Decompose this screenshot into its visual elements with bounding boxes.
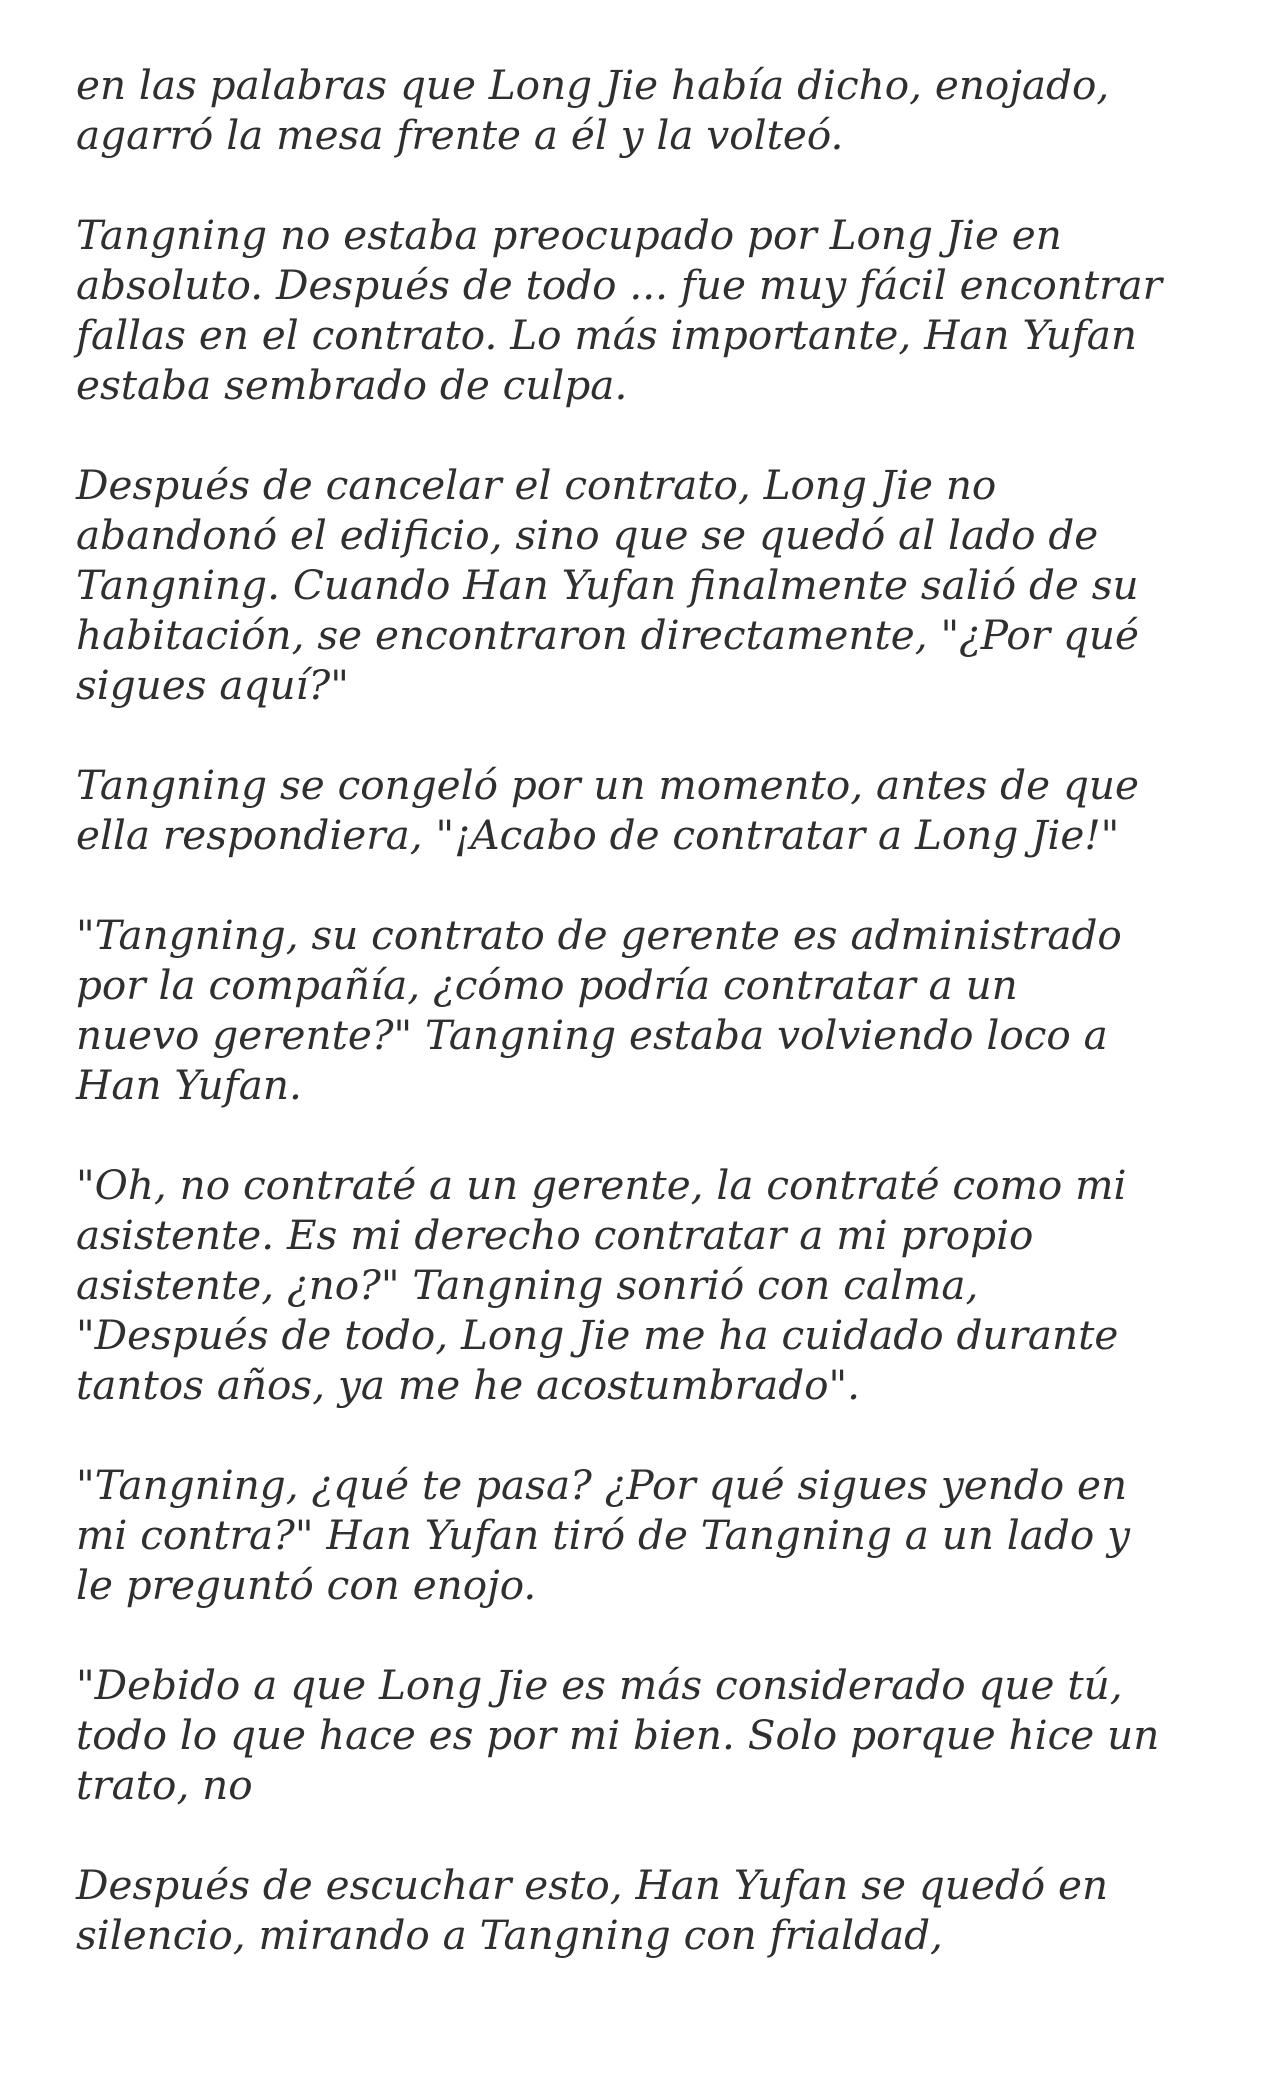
- text-line: Han Yufan.: [76, 1061, 302, 1109]
- text-line: por la compañía, ¿cómo podría contratar a un: [76, 961, 1018, 1009]
- text-line: nuevo gerente?" Tangning estaba volviendo loco a: [76, 1011, 1108, 1059]
- text-line: estaba sembrado de culpa.: [76, 361, 628, 409]
- text-line: asistente. Es mi derecho contratar a mi propio: [76, 1211, 1034, 1259]
- text-line: "Después de todo, Long Jie me ha cuidado durante: [76, 1311, 1119, 1359]
- text-line: abandonó el edificio, sino que se quedó al lado de: [76, 511, 1099, 559]
- text-line: Después de cancelar el contrato, Long Jie no: [76, 461, 997, 509]
- paragraph: [76, 1860, 1226, 1960]
- text-line: "Oh, no contraté a un gerente, la contraté como mi: [76, 1161, 1127, 1209]
- text-line: todo lo que hace es por mi bien. Solo porque hice un: [76, 1711, 1160, 1759]
- text-line: mi contra?" Han Yufan tiró de Tangning a un lado y: [76, 1511, 1130, 1559]
- paragraph: [76, 460, 1226, 710]
- text-line: tantos años, ya me he acostumbrado".: [76, 1361, 861, 1409]
- paragraph: [76, 1460, 1226, 1610]
- document-page: [76, 60, 1226, 2010]
- text-line: Tangning. Cuando Han Yufan finalmente salió de su: [76, 561, 1139, 609]
- text-line: "Debido a que Long Jie es más considerado que tú,: [76, 1661, 1123, 1709]
- paragraph: [76, 1160, 1226, 1410]
- text-line: trato, no: [76, 1761, 253, 1809]
- paragraph: [76, 210, 1226, 410]
- paragraph: [76, 760, 1226, 860]
- text-line: "Tangning, su contrato de gerente es administrado: [76, 911, 1122, 959]
- text-line: Después de escuchar esto, Han Yufan se quedó en: [76, 1861, 1109, 1909]
- paragraph: [76, 1660, 1226, 1810]
- text-line: agarró la mesa frente a él y la volteó.: [76, 111, 844, 159]
- paragraph: [76, 910, 1226, 1110]
- text-line: fallas en el contrato. Lo más importante, Han Yufan: [76, 311, 1138, 359]
- text-line: Tangning se congeló por un momento, antes de que: [76, 761, 1139, 809]
- text-line: silencio, mirando a Tangning con frialdad,: [76, 1911, 943, 1959]
- text-line: absoluto. Después de todo ... fue muy fácil encontrar: [76, 261, 1163, 309]
- text-line: Tangning no estaba preocupado por Long Jie en: [76, 211, 1062, 259]
- text-line: habitación, se encontraron directamente, "¿Por qué: [76, 611, 1139, 659]
- text-line: le preguntó con enojo.: [76, 1561, 537, 1609]
- text-line: "Tangning, ¿qué te pasa? ¿Por qué sigues yendo en: [76, 1461, 1128, 1509]
- paragraph: [76, 60, 1226, 160]
- text-line: sigues aquí?": [76, 661, 349, 709]
- text-line: ella respondiera, "¡Acabo de contratar a Long Jie!": [76, 811, 1120, 859]
- text-line: asistente, ¿no?" Tangning sonrió con calma,: [76, 1261, 979, 1309]
- text-line: en las palabras que Long Jie había dicho, enojado,: [76, 61, 1110, 109]
